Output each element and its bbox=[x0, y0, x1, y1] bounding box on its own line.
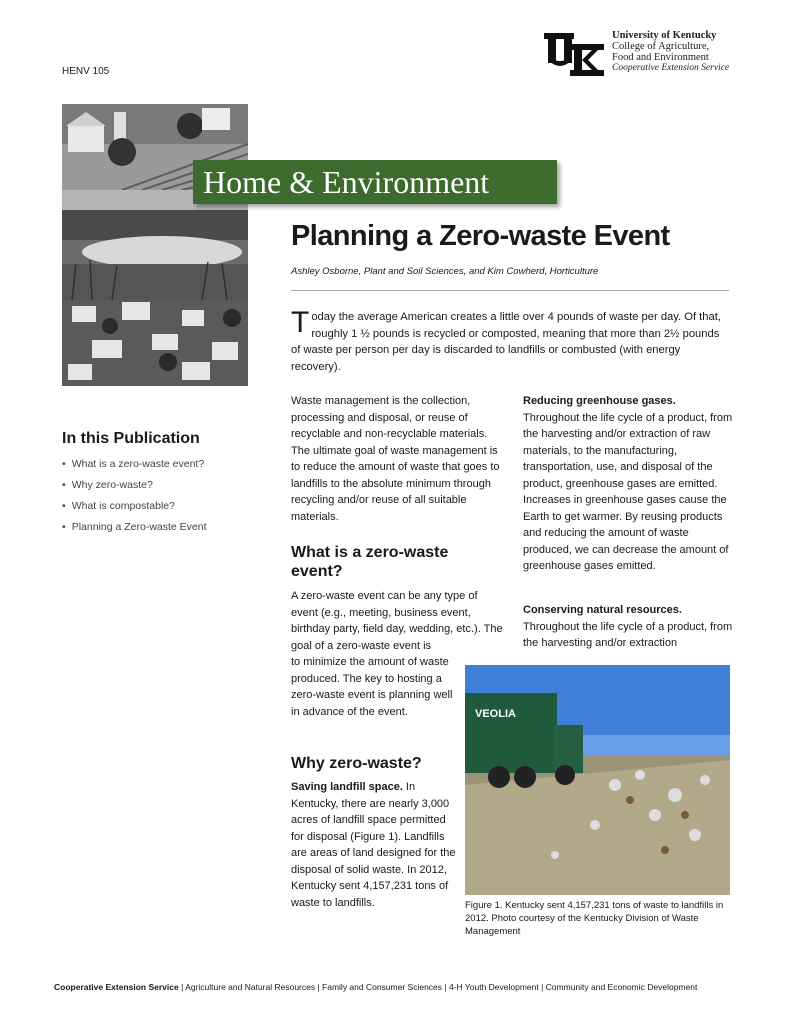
section-banner: Home & Environment bbox=[193, 160, 557, 204]
uk-logo-icon bbox=[542, 30, 606, 78]
toc-list bbox=[62, 457, 207, 541]
toc-item: • Why zero-waste? bbox=[62, 478, 207, 499]
landfill-paragraph bbox=[291, 779, 456, 911]
drop-cap: T bbox=[291, 306, 310, 339]
resources-text: Throughout the life cycle of a product, from the harvesting and/or extraction bbox=[523, 620, 733, 649]
intro-paragraph bbox=[291, 306, 731, 375]
intro-text: oday the average American creates a little over 4 pounds of waste per day. Of that, roughly 1 ½ pounds is recycled or composted, meaning that more than 2½ pounds of waste per person per day is discarded to landfills or combusted (with energy recovery). bbox=[291, 311, 721, 373]
university-block bbox=[612, 30, 729, 74]
college-line-2: Food and Environment bbox=[612, 52, 709, 63]
resources-subheading: Conserving natural resources. bbox=[523, 604, 682, 616]
footer-service: Cooperative Extension Service bbox=[54, 982, 179, 992]
greenhouse-paragraph bbox=[523, 393, 735, 575]
footer-programs: | Agriculture and Natural Resources | Family and Consumer Sciences | 4-H Youth Development | Community and Economic Development bbox=[178, 982, 698, 992]
greenhouse-subheading: Reducing greenhouse gases. bbox=[523, 395, 676, 407]
university-name: University of Kentucky bbox=[612, 30, 717, 41]
zero-waste-event-paragraph-cont: to minimize the amount of waste produced. The key to hosting a zero-waste event is planning well in advance of the event. bbox=[291, 656, 453, 718]
section-heading-zero-waste-event: What is a zero-waste event? bbox=[291, 544, 449, 580]
greenhouse-text: Throughout the life cycle of a product, from the harvesting and/or extraction of raw materials, to the manufacturing, transportation, use, and disposal of the product, greenhouse gases are emitted. Increases in greenhouse gases cause the Earth to get warmer. By reusing products and reducing the amount of waste produced, we can decrease the amount of greenhouse gases emitted. bbox=[523, 411, 733, 572]
college-line-1: College of Agriculture, bbox=[612, 41, 710, 52]
wetland-photo bbox=[62, 190, 248, 300]
footer bbox=[54, 982, 754, 992]
page-title: Planning a Zero-waste Event bbox=[291, 220, 670, 252]
in-this-publication-heading: In this Publication bbox=[62, 430, 200, 447]
landfill-subheading: Saving landfill space. bbox=[291, 781, 403, 793]
service-name: Cooperative Extension Service bbox=[612, 63, 730, 73]
resources-paragraph bbox=[523, 602, 735, 652]
waste-management-paragraph: Waste management is the collection, processing and disposal, or reuse of recyclable and non-recyclable materials. The ultimate goal of waste management is to reduce the amount of waste that goes to landfills to the absolute minimum through recycling and/or reuse of all suitable materials. bbox=[291, 395, 500, 523]
authors: Ashley Osborne, Plant and Soil Sciences, and Kim Cowherd, Horticulture bbox=[291, 266, 599, 277]
toc-item: • What is compostable? bbox=[62, 499, 207, 520]
toc-item: • What is a zero-waste event? bbox=[62, 457, 207, 478]
figure-caption: Figure 1. Kentucky sent 4,157,231 tons of waste to landfills in 2012. Photo courtesy of the Kentucky Division of Waste Management bbox=[465, 900, 724, 937]
zero-waste-event-paragraph: A zero-waste event can be any type of event (e.g., meeting, business event, birthday party, field day, wedding, etc.). The goal of a zero-waste event is bbox=[291, 590, 503, 652]
toc-item: • Planning a Zero-waste Event bbox=[62, 520, 207, 541]
section-heading-why-zero-waste: Why zero-waste? bbox=[291, 755, 422, 772]
truck-logo-text: VEOLIA bbox=[475, 708, 516, 720]
title-divider bbox=[291, 290, 729, 291]
landfill-photo bbox=[465, 665, 730, 895]
houses-photo bbox=[62, 300, 248, 386]
landfill-text: In Kentucky, there are nearly 3,000 acres of landfill space permitted for disposal (Figure 1). Landfills are areas of land designed for the disposal of solid waste. In 2012, Kentucky sent 4,157,231 tons of waste to landfills. bbox=[291, 781, 456, 909]
publication-code: HENV 105 bbox=[62, 66, 110, 77]
